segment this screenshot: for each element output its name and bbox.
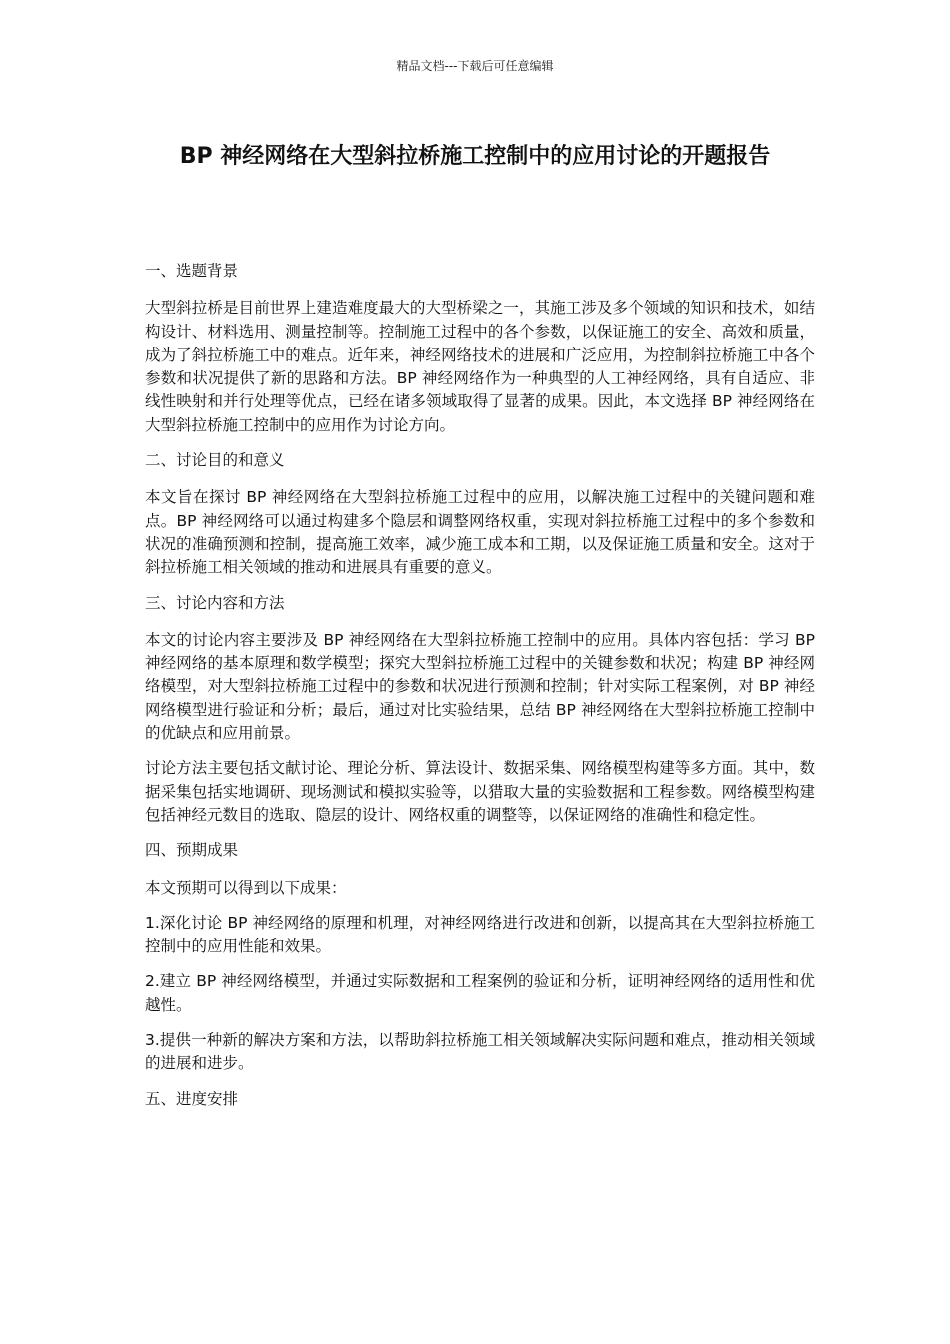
paragraph-expected-item-1: 1.深化讨论 BP 神经网络的原理和机理，对神经网络进行改进和创新，以提高其在大型斜拉桥施工控制中的应用性能和效果。 (145, 913, 815, 956)
section-heading-schedule: 五、进度安排 (145, 1089, 239, 1108)
document-body (145, 260, 815, 1125)
paragraph-background: 大型斜拉桥是目前世界上建造难度最大的大型桥梁之一，其施工涉及多个领域的知识和技术，如结构设计、材料选用、测量控制等。控制施工过程中的各个参数，以保证施工的安全、高效和质量，成为了斜拉桥施工中的难点。近年来，神经网络技术的进展和广泛应用，为控制斜拉桥施工中各个参数和状况提供了新的思路和方法。BP 神经网络作为一种典型的人工神经网络，具有自适应、非线性映射和并行处理等优点，已经在诸多领域取得了显著的成果。因此，本文选择 BP 神经网络在大型斜拉桥施工控制中的应用作为讨论方向。 (145, 299, 815, 434)
section-heading-purpose: 二、讨论目的和意义 (145, 451, 285, 470)
paragraph-content: 本文的讨论内容主要涉及 BP 神经网络在大型斜拉桥施工控制中的应用。具体内容包括：学习 BP 神经网络的基本原理和数学模型；探究大型斜拉桥施工过程中的关键参数和状况；构建 BP 神经网络模型，对大型斜拉桥施工过程中的参数和状况进行预测和控制；针对实际工程案例，对 BP 神经网络模型进行验证和分析；最后，通过对比实验结果，总结 BP 神经网络在大型斜拉桥施工控制中的优缺点和应用前景。 (145, 630, 815, 743)
section-heading-background: 一、选题背景 (145, 262, 239, 280)
paragraph-expected-intro: 本文预期可以得到以下成果： (145, 878, 347, 897)
paragraph-expected-item-2: 2.建立 BP 神经网络模型，并通过实际数据和工程案例的验证和分析，证明神经网络的适用性和优越性。 (145, 972, 815, 1014)
section-heading-content-method: 三、讨论内容和方法 (145, 593, 285, 612)
paragraph-expected-item-3: 3.提供一种新的解决方案和方法，以帮助斜拉桥施工相关领域解决实际问题和难点，推动相关领域的进展和进步。 (145, 1031, 815, 1073)
section-heading-expected-results: 四、预期成果 (145, 841, 239, 860)
header-note: 精品文档---下载后可任意编辑 (396, 59, 554, 73)
paragraph-method: 讨论方法主要包括文献讨论、理论分析、算法设计、数据采集、网络模型构建等多方面。其中，数据采集包括实地调研、现场测试和模拟实验等，以猎取大量的实验数据和工程参数。网络模型构建包括神经元数目的选取、隐层的设计、网络权重的调整等，以保证网络的准确性和稳定性。 (145, 759, 815, 824)
paragraph-purpose: 本文旨在探讨 BP 神经网络在大型斜拉桥施工过程中的应用，以解决施工过程中的关键问题和难点。BP 神经网络可以通过构建多个隐层和调整网络权重，实现对斜拉桥施工过程中的多个参数和状况的准确预测和控制，提高施工效率，减少施工成本和工期，以及保证施工质量和安全。这对于斜拉桥施工相关领域的推动和进展具有重要的意义。 (145, 488, 815, 577)
document-title: BP 神经网络在大型斜拉桥施工控制中的应用讨论的开题报告 (179, 144, 771, 169)
